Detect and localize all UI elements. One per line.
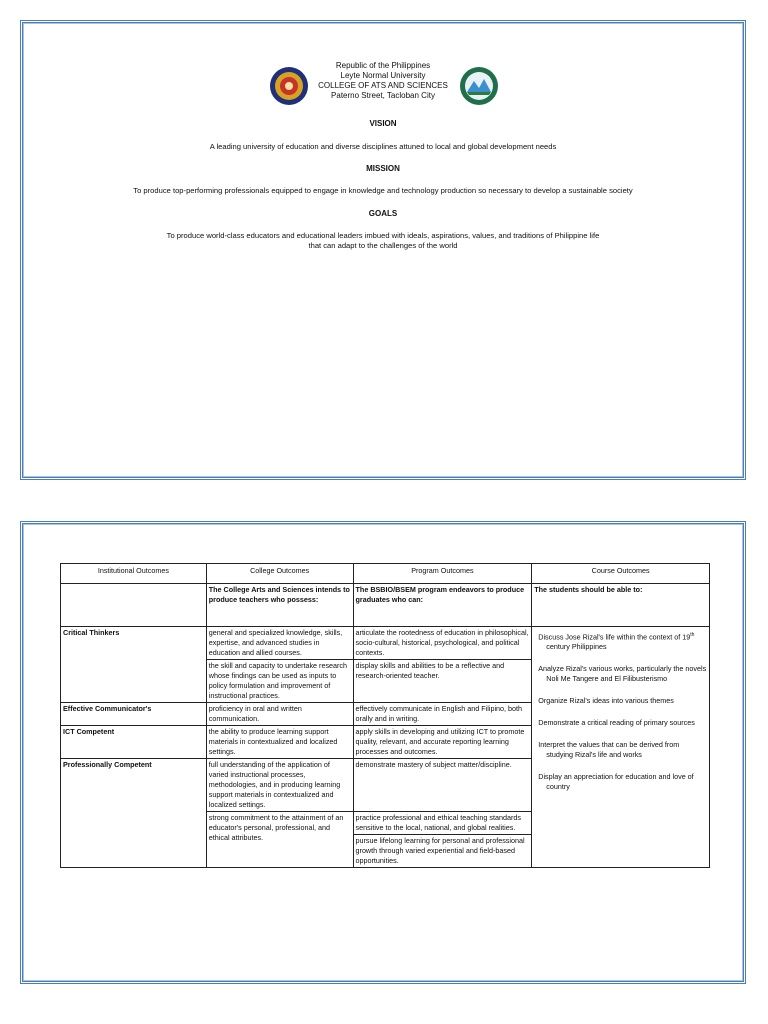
goals-text-line-1: To produce world-class educators and educational leaders imbued with ideals, aspirations, values, and traditions of Philippine life: [166, 231, 600, 240]
institutional-professionally-competent: Professionally Competent: [61, 759, 207, 868]
header-program: Program Outcomes: [353, 564, 532, 584]
header-course: Course Outcomes: [532, 564, 710, 584]
college-outcome-5: full understanding of the application of varied instructional processes, methodologies, and in producing learning support materials in contextualized and localized settings.: [206, 759, 353, 812]
course-outcome-4: Demonstrate a critical reading of primary sources: [538, 718, 695, 728]
goals-text-line-2: that can adapt to the challenges of the world: [308, 241, 458, 250]
mission-heading: MISSION: [366, 164, 400, 173]
intro-program: The BSBIO/BSEM program endeavors to produce graduates who can:: [353, 584, 532, 627]
header-institutional: Institutional Outcomes: [61, 564, 207, 584]
page-vision-mission: [20, 20, 746, 480]
program-outcome-5: demonstrate mastery of subject matter/discipline.: [353, 759, 532, 812]
program-outcome-6: practice professional and ethical teaching standards sensitive to the local, national, and global realities.: [353, 812, 532, 835]
goals-heading: GOALS: [368, 209, 398, 218]
intro-blank-cell: [61, 584, 207, 627]
table-intro-row: [61, 584, 710, 627]
institutional-ict-competent: ICT Competent: [61, 726, 207, 759]
intro-course: The students should be able to:: [532, 584, 710, 627]
college-outcome-1: general and specialized knowledge, skills, expertise, and advanced studies in education and allied courses.: [206, 627, 353, 660]
table-row: [61, 627, 710, 660]
institutional-critical-thinkers: Critical Thinkers: [61, 627, 207, 703]
institutional-effective-communicator: Effective Communicator's: [61, 703, 207, 726]
mission-text: To produce top-performing professionals equipped to engage in knowledge and technology production so necessary to develop a sustainable society: [133, 186, 633, 195]
program-outcome-7: pursue lifelong learning for personal and professional growth through varied experiential and field-based opportunities.: [353, 835, 532, 868]
program-outcome-4: apply skills in developing and utilizing ICT to promote quality, relevant, and accurate reporting learning processes and outcomes.: [353, 726, 532, 759]
college-outcome-4: the ability to produce learning support materials in contextualized and localized settings.: [206, 726, 353, 759]
course-outcomes-cell: [532, 627, 710, 868]
vision-text: A leading university of education and diverse disciplines attuned to local and global development needs: [209, 142, 557, 151]
program-outcome-2: display skills and abilities to be a reflective and research-oriented teacher.: [353, 660, 532, 703]
program-outcome-1: articulate the rootedness of education in philosophical, socio-cultural, historical, psychological, and political contexts.: [353, 627, 532, 660]
vision-heading: VISION: [369, 119, 397, 128]
college-outcome-3: proficiency in oral and written communication.: [206, 703, 353, 726]
header-university: Leyte Normal University: [340, 71, 426, 80]
intro-college: The College Arts and Sciences intends to produce teachers who possess:: [206, 584, 353, 627]
header-college: College Outcomes: [206, 564, 353, 584]
page-outcomes: [20, 521, 746, 984]
college-outcome-2: the skill and capacity to undertake research whose findings can be used as inputs to policy formulation and improvement of instructional practices.: [206, 660, 353, 703]
header-republic: Republic of the Philippines: [335, 61, 431, 70]
course-outcome-5: Interpret the values that can be derived from studying Rizal's life and works: [538, 740, 680, 760]
course-outcome-1: Discuss Jose Rizal's life within the context of 19th century Philippines: [538, 632, 695, 652]
course-outcome-3: Organize Rizal's ideas into various themes: [538, 696, 674, 706]
header-address: Paterno Street, Tacloban City: [331, 91, 435, 100]
program-outcome-3: effectively communicate in English and Filipino, both orally and in writing.: [353, 703, 532, 726]
college-outcome-6: strong commitment to the attainment of an educator's personal, professional, and ethical attributes.: [206, 812, 353, 868]
course-outcome-2: Analyze Rizal's various works, particularly the novels Noli Me Tangere and El Filibusterismo: [538, 664, 707, 684]
outcomes-table: [60, 563, 710, 868]
table-header-row: [61, 564, 710, 584]
institution-header: [23, 61, 743, 101]
header-college: COLLEGE OF ATS AND SCIENCES: [318, 81, 448, 90]
course-outcome-6: Display an appreciation for education and love of country: [538, 772, 694, 792]
